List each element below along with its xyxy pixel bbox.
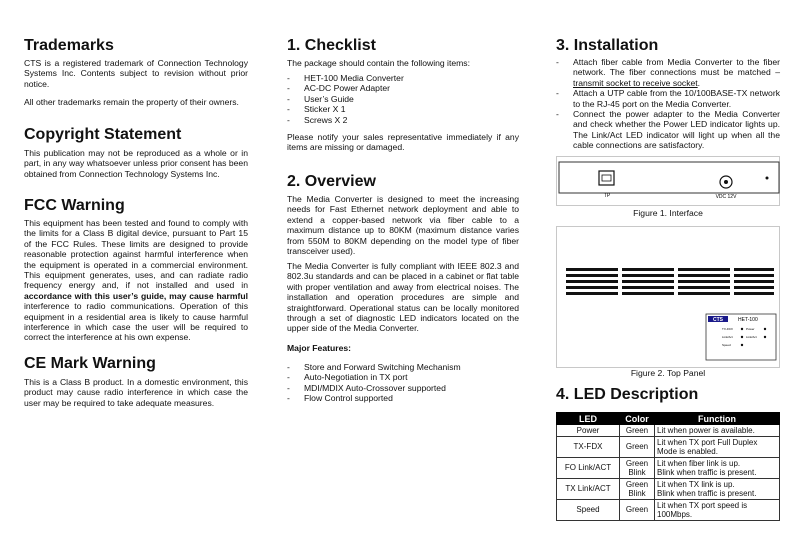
checklist-list: [287, 73, 519, 125]
table-header-row: [557, 413, 780, 425]
list-item: - MDI/MDIX Auto-Crossover supported: [287, 383, 519, 393]
ce-text: This is a Class B product. In a domestic environment, this product may cause radio interference in which case the user may be required to take adequate measures.: [24, 377, 248, 408]
function-line: Lit when fiber link is up.: [657, 458, 741, 468]
trademarks-text: CTS is a registered trademark of Connection Technology Systems Inc. Contents subject to revision without prior notice.: [24, 58, 248, 89]
led-indicator: [741, 336, 743, 338]
overview-heading: 2. Overview: [287, 173, 376, 190]
checklist-heading: 1. Checklist: [287, 37, 376, 54]
features-list: [287, 362, 519, 404]
trademarks-heading: Trademarks: [24, 37, 114, 54]
copyright-heading: Copyright Statement: [24, 126, 182, 143]
color-line: Blink: [628, 489, 646, 498]
table-row: [557, 458, 780, 479]
dc-power-jack-pin: [724, 180, 728, 184]
led-label: Power: [746, 327, 755, 331]
list-item: - User’s Guide: [287, 94, 519, 104]
list-item: - HET-100 Media Converter: [287, 73, 519, 83]
features-heading: Major Features:: [287, 343, 351, 353]
rj45-port: [599, 171, 614, 185]
led-label: Link/Act: [746, 335, 757, 339]
led-label: Speed: [722, 343, 731, 347]
copyright-text: This publication may not be reproduced as a whole or in part, in any way whatsoever unless prior consent has been obtained from Connection Technology Systems Inc.: [24, 148, 248, 179]
vdc-label: VDC 12V: [715, 194, 737, 200]
trademarks-text-2: All other trademarks remain the property of their owners.: [24, 97, 239, 107]
fcc-text-bold: accordance with this user’s guide, may cause harmful: [24, 290, 248, 301]
device-front-panel: [559, 162, 779, 193]
led-cell: Power: [557, 425, 620, 437]
list-item: - Screws X 2: [287, 115, 519, 125]
led-cell: TX-FDX: [557, 437, 620, 458]
fcc-text-part1: This equipment has been tested and found to comply with the limits for a Class B digital device, pursuant to Part 15 of the FCC Rules. These limits are designed to provide reasonable protection against harmful interference when the equipment is operated in a commercial environment. This equipment generates, uses, and can radiate radio frequency energy and, if not installed and used in: [24, 218, 248, 291]
installation-step: [556, 57, 780, 88]
fcc-text-part3: interference to radio communications. Operation of this equipment in a residential area is likely to cause harmful interference in which case the user will be required to correct the interference at his own expense.: [24, 301, 248, 343]
cts-logo-text: CTS: [713, 317, 723, 323]
function-cell: [655, 458, 780, 479]
overview-text-2: The Media Converter is fully compliant with IEEE 802.3 and 802.3u standards and can be placed in a cabinet or flat table with proper ventilation and away from electrical noises. The installation and operation procedures are simple and straightforward. Operational status can be locally monitored through a set of diagnostic LED indicators located on the upper side of the Media Converter.: [287, 261, 519, 334]
column-header: Color: [620, 413, 655, 425]
table-row: [557, 425, 780, 437]
checklist-intro: The package should contain the following items:: [287, 58, 470, 68]
led-indicator: [764, 328, 766, 330]
function-line: Blink when traffic is present.: [657, 468, 757, 477]
ce-heading: CE Mark Warning: [24, 355, 156, 372]
list-item: - Auto-Negotiation in TX port: [287, 372, 519, 382]
top-panel-figure: [556, 226, 780, 368]
led-indicator: [741, 328, 743, 330]
list-item: - Store and Forward Switching Mechanism: [287, 362, 519, 372]
function-line: Lit when TX link is up.: [657, 479, 735, 489]
column-header: Function: [655, 413, 780, 425]
checklist-note: Please notify your sales representative immediately if any items are missing or damaged.: [287, 132, 519, 153]
color-line: Blink: [628, 468, 646, 477]
color-cell: [620, 479, 655, 500]
installation-steps: [556, 57, 780, 151]
led-label: Link/Act: [722, 335, 733, 339]
led-indicator: [764, 336, 766, 338]
step-text: Attach fiber cable from Media Converter to the fiber network. The fiber connections must be matched –: [573, 57, 780, 78]
function-cell: Lit when power is available.: [655, 425, 780, 437]
tp-label: TP: [603, 193, 611, 199]
figure2-caption: Figure 2. Top Panel: [630, 368, 706, 378]
led-table: [556, 412, 780, 521]
installation-step: - Connect the power adapter to the Media Converter and check whether the Power LED indicator lights up. The Link/Act LED indicator will light up when all the cable connections are satisfactory.: [556, 109, 780, 151]
interface-figure: [556, 156, 780, 206]
table-row: [557, 437, 780, 458]
table-row: [557, 479, 780, 500]
led-cell: TX Link/ACT: [557, 479, 620, 500]
led-cell: FO Link/ACT: [557, 458, 620, 479]
column-header: LED: [557, 413, 620, 425]
list-item: - AC-DC Power Adapter: [287, 83, 519, 93]
led-cell: Speed: [557, 500, 620, 521]
led-label: TX-FDX: [722, 327, 733, 331]
list-item: - Flow Control supported: [287, 393, 519, 403]
function-cell: [655, 479, 780, 500]
step-text-end: .: [697, 77, 701, 88]
color-cell: [620, 458, 655, 479]
color-cell: Green: [620, 500, 655, 521]
installation-heading: 3. Installation: [556, 37, 659, 54]
figure1-caption: Figure 1. Interface: [633, 208, 703, 218]
led-heading: 4. LED Description: [556, 386, 699, 403]
color-line: Green: [625, 479, 649, 489]
fcc-text: [24, 218, 248, 343]
list-item: - Sticker X 1: [287, 104, 519, 114]
installation-step: - Attach a UTP cable from the 10/100BASE-TX network to the RJ-45 port on the Media Converter.: [556, 88, 780, 109]
color-cell: Green: [620, 437, 655, 458]
screw-hole: [766, 177, 769, 180]
color-line: Green: [625, 458, 649, 468]
overview-text: The Media Converter is designed to meet the increasing needs for Fast Ethernet network deployment and able to extend a copper-based network via fiber cable to a maximum distance up to 80KM (maximum distance varies from 550M to 80KM depending on the model type of fiber transceiver used).: [287, 194, 519, 257]
function-cell: Lit when TX port Full Duplex Mode is enabled.: [655, 437, 780, 458]
model-label: HET-100: [738, 317, 758, 323]
table-row: [557, 500, 780, 521]
led-indicator: [741, 344, 743, 346]
step-text-underlined: transmit socket to receive socket: [573, 77, 698, 88]
fcc-heading: FCC Warning: [24, 197, 125, 214]
color-cell: Green: [620, 425, 655, 437]
function-line: Blink when traffic is present.: [657, 489, 757, 498]
function-cell: Lit when TX port speed is 100Mbps.: [655, 500, 780, 521]
